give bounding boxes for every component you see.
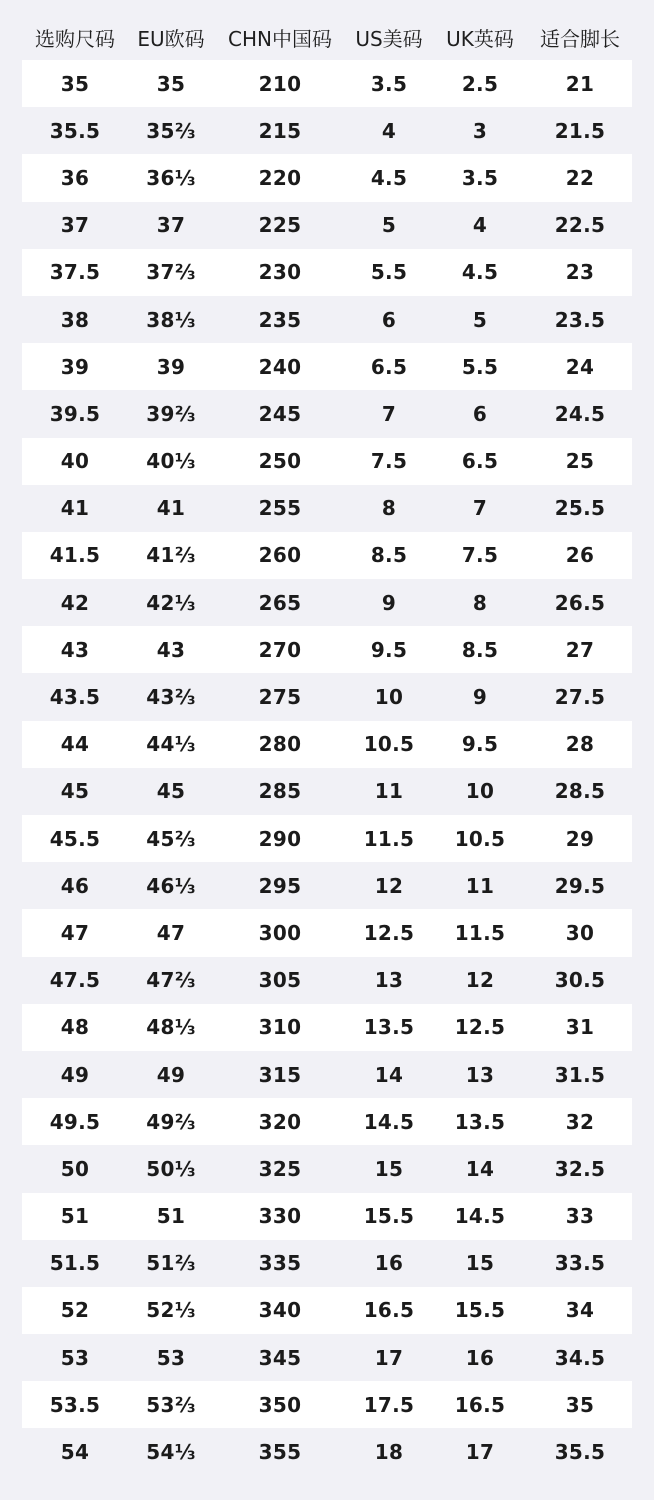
cell-chn-size: 250 bbox=[258, 449, 302, 474]
cell-chn-size: 305 bbox=[258, 968, 302, 993]
cell-eu-size: 47⅔ bbox=[146, 968, 196, 993]
cell-purchase-size: 36 bbox=[60, 165, 90, 190]
cell-us-size: 17.5 bbox=[363, 1392, 415, 1417]
cell-eu-size: 48⅓ bbox=[146, 1015, 196, 1040]
cell-uk-size: 3 bbox=[472, 118, 488, 143]
cell-us-size: 6.5 bbox=[370, 354, 408, 379]
cell-purchase-size: 49.5 bbox=[49, 1109, 101, 1134]
cell-eu-size: 54⅓ bbox=[146, 1440, 196, 1465]
cell-eu-size: 45⅔ bbox=[146, 826, 196, 851]
cell-purchase-size: 39 bbox=[60, 354, 90, 379]
cell-eu-size: 36⅓ bbox=[146, 165, 196, 190]
table-row bbox=[22, 579, 632, 626]
header-cell-eu-size: EU欧码 bbox=[137, 26, 205, 51]
cell-purchase-size: 39.5 bbox=[49, 401, 101, 426]
cell-eu-size: 43⅔ bbox=[146, 685, 196, 710]
cell-purchase-size: 47.5 bbox=[49, 968, 101, 993]
table-header bbox=[22, 14, 632, 60]
cell-chn-size: 225 bbox=[258, 213, 302, 238]
cell-purchase-size: 53.5 bbox=[49, 1392, 101, 1417]
cell-purchase-size: 43 bbox=[60, 637, 90, 662]
cell-uk-size: 17 bbox=[465, 1440, 495, 1465]
cell-purchase-size: 43.5 bbox=[49, 685, 101, 710]
cell-foot-length: 25 bbox=[565, 449, 595, 474]
cell-eu-size: 38⅓ bbox=[146, 307, 196, 332]
cell-foot-length: 31 bbox=[565, 1015, 595, 1040]
cell-foot-length: 34.5 bbox=[554, 1345, 606, 1370]
cell-us-size: 13 bbox=[374, 968, 404, 993]
cell-eu-size: 41 bbox=[156, 496, 186, 521]
cell-foot-length: 28.5 bbox=[554, 779, 606, 804]
cell-purchase-size: 44 bbox=[60, 732, 90, 757]
table-row bbox=[22, 1381, 632, 1428]
cell-chn-size: 290 bbox=[258, 826, 302, 851]
table-row bbox=[22, 296, 632, 343]
cell-foot-length: 26 bbox=[565, 543, 595, 568]
cell-foot-length: 33 bbox=[565, 1204, 595, 1229]
table-row bbox=[22, 1145, 632, 1192]
cell-uk-size: 4.5 bbox=[461, 260, 499, 285]
cell-foot-length: 21.5 bbox=[554, 118, 606, 143]
cell-chn-size: 315 bbox=[258, 1062, 302, 1087]
cell-foot-length: 30 bbox=[565, 920, 595, 945]
cell-us-size: 3.5 bbox=[370, 71, 408, 96]
cell-purchase-size: 42 bbox=[60, 590, 90, 615]
cell-purchase-size: 53 bbox=[60, 1345, 90, 1370]
cell-uk-size: 2.5 bbox=[461, 71, 499, 96]
cell-purchase-size: 35.5 bbox=[49, 118, 101, 143]
header-cell-chn-size: CHN中国码 bbox=[228, 26, 332, 51]
cell-purchase-size: 45.5 bbox=[49, 826, 101, 851]
cell-purchase-size: 35 bbox=[60, 71, 90, 96]
cell-chn-size: 300 bbox=[258, 920, 302, 945]
cell-uk-size: 13 bbox=[465, 1062, 495, 1087]
cell-uk-size: 13.5 bbox=[454, 1109, 506, 1134]
cell-purchase-size: 48 bbox=[60, 1015, 90, 1040]
table-row bbox=[22, 815, 632, 862]
table-body bbox=[22, 60, 632, 1476]
cell-uk-size: 9.5 bbox=[461, 732, 499, 757]
cell-chn-size: 265 bbox=[258, 590, 302, 615]
cell-chn-size: 240 bbox=[258, 354, 302, 379]
cell-purchase-size: 41 bbox=[60, 496, 90, 521]
table-row bbox=[22, 1004, 632, 1051]
cell-foot-length: 21 bbox=[565, 71, 595, 96]
cell-eu-size: 43 bbox=[156, 637, 186, 662]
cell-uk-size: 11.5 bbox=[454, 920, 506, 945]
cell-chn-size: 260 bbox=[258, 543, 302, 568]
cell-uk-size: 9 bbox=[472, 685, 488, 710]
cell-eu-size: 52⅓ bbox=[146, 1298, 196, 1323]
cell-chn-size: 235 bbox=[258, 307, 302, 332]
cell-eu-size: 50⅓ bbox=[146, 1156, 196, 1181]
cell-chn-size: 330 bbox=[258, 1204, 302, 1229]
cell-eu-size: 51⅔ bbox=[146, 1251, 196, 1276]
table-row bbox=[22, 438, 632, 485]
cell-us-size: 6 bbox=[381, 307, 397, 332]
header-cell-purchase-size: 选购尺码 bbox=[35, 26, 115, 51]
cell-foot-length: 23 bbox=[565, 260, 595, 285]
cell-us-size: 7.5 bbox=[370, 449, 408, 474]
cell-eu-size: 44⅓ bbox=[146, 732, 196, 757]
cell-uk-size: 8 bbox=[472, 590, 488, 615]
table-row bbox=[22, 909, 632, 956]
cell-chn-size: 320 bbox=[258, 1109, 302, 1134]
cell-uk-size: 10.5 bbox=[454, 826, 506, 851]
cell-chn-size: 295 bbox=[258, 873, 302, 898]
cell-us-size: 4 bbox=[381, 118, 397, 143]
cell-us-size: 9 bbox=[381, 590, 397, 615]
cell-us-size: 15 bbox=[374, 1156, 404, 1181]
cell-foot-length: 23.5 bbox=[554, 307, 606, 332]
cell-uk-size: 5 bbox=[472, 307, 488, 332]
cell-foot-length: 35.5 bbox=[554, 1440, 606, 1465]
cell-chn-size: 285 bbox=[258, 779, 302, 804]
cell-us-size: 7 bbox=[381, 401, 397, 426]
cell-purchase-size: 45 bbox=[60, 779, 90, 804]
cell-us-size: 10.5 bbox=[363, 732, 415, 757]
cell-us-size: 10 bbox=[374, 685, 404, 710]
cell-uk-size: 6 bbox=[472, 401, 488, 426]
cell-us-size: 9.5 bbox=[370, 637, 408, 662]
header-cell-uk-size: UK英码 bbox=[446, 26, 514, 51]
cell-uk-size: 7 bbox=[472, 496, 488, 521]
cell-eu-size: 37⅔ bbox=[146, 260, 196, 285]
cell-uk-size: 15.5 bbox=[454, 1298, 506, 1323]
table-row bbox=[22, 768, 632, 815]
cell-us-size: 8.5 bbox=[370, 543, 408, 568]
cell-uk-size: 12.5 bbox=[454, 1015, 506, 1040]
cell-chn-size: 280 bbox=[258, 732, 302, 757]
cell-purchase-size: 46 bbox=[60, 873, 90, 898]
cell-eu-size: 46⅓ bbox=[146, 873, 196, 898]
table-row bbox=[22, 1193, 632, 1240]
cell-us-size: 13.5 bbox=[363, 1015, 415, 1040]
cell-uk-size: 6.5 bbox=[461, 449, 499, 474]
cell-us-size: 12.5 bbox=[363, 920, 415, 945]
cell-foot-length: 22.5 bbox=[554, 213, 606, 238]
table-row bbox=[22, 626, 632, 673]
table-row bbox=[22, 1334, 632, 1381]
table-row bbox=[22, 107, 632, 154]
cell-uk-size: 11 bbox=[465, 873, 495, 898]
cell-us-size: 5.5 bbox=[370, 260, 408, 285]
cell-purchase-size: 41.5 bbox=[49, 543, 101, 568]
table-row bbox=[22, 862, 632, 909]
cell-uk-size: 3.5 bbox=[461, 165, 499, 190]
cell-eu-size: 45 bbox=[156, 779, 186, 804]
cell-eu-size: 42⅓ bbox=[146, 590, 196, 615]
cell-us-size: 15.5 bbox=[363, 1204, 415, 1229]
cell-eu-size: 41⅔ bbox=[146, 543, 196, 568]
cell-eu-size: 49 bbox=[156, 1062, 186, 1087]
cell-purchase-size: 40 bbox=[60, 449, 90, 474]
cell-chn-size: 270 bbox=[258, 637, 302, 662]
table-row bbox=[22, 390, 632, 437]
cell-uk-size: 14.5 bbox=[454, 1204, 506, 1229]
cell-foot-length: 24 bbox=[565, 354, 595, 379]
cell-us-size: 16.5 bbox=[363, 1298, 415, 1323]
cell-uk-size: 16 bbox=[465, 1345, 495, 1370]
cell-foot-length: 32 bbox=[565, 1109, 595, 1134]
cell-eu-size: 53 bbox=[156, 1345, 186, 1370]
cell-us-size: 5 bbox=[381, 213, 397, 238]
cell-foot-length: 24.5 bbox=[554, 401, 606, 426]
cell-eu-size: 37 bbox=[156, 213, 186, 238]
cell-foot-length: 35 bbox=[565, 1392, 595, 1417]
cell-foot-length: 33.5 bbox=[554, 1251, 606, 1276]
table-row bbox=[22, 1428, 632, 1475]
cell-chn-size: 340 bbox=[258, 1298, 302, 1323]
table-row bbox=[22, 1051, 632, 1098]
cell-eu-size: 35⅔ bbox=[146, 118, 196, 143]
cell-purchase-size: 51 bbox=[60, 1204, 90, 1229]
cell-eu-size: 35 bbox=[156, 71, 186, 96]
cell-purchase-size: 54 bbox=[60, 1440, 90, 1465]
cell-us-size: 17 bbox=[374, 1345, 404, 1370]
cell-chn-size: 310 bbox=[258, 1015, 302, 1040]
cell-eu-size: 40⅓ bbox=[146, 449, 196, 474]
cell-purchase-size: 51.5 bbox=[49, 1251, 101, 1276]
cell-purchase-size: 52 bbox=[60, 1298, 90, 1323]
cell-uk-size: 7.5 bbox=[461, 543, 499, 568]
cell-chn-size: 210 bbox=[258, 71, 302, 96]
cell-chn-size: 345 bbox=[258, 1345, 302, 1370]
table-row bbox=[22, 154, 632, 201]
table-row bbox=[22, 202, 632, 249]
table-row bbox=[22, 485, 632, 532]
cell-foot-length: 29 bbox=[565, 826, 595, 851]
cell-foot-length: 28 bbox=[565, 732, 595, 757]
cell-us-size: 14 bbox=[374, 1062, 404, 1087]
cell-foot-length: 30.5 bbox=[554, 968, 606, 993]
table-row bbox=[22, 1287, 632, 1334]
cell-foot-length: 26.5 bbox=[554, 590, 606, 615]
cell-uk-size: 4 bbox=[472, 213, 488, 238]
table-row bbox=[22, 673, 632, 720]
cell-us-size: 11.5 bbox=[363, 826, 415, 851]
cell-eu-size: 51 bbox=[156, 1204, 186, 1229]
cell-foot-length: 32.5 bbox=[554, 1156, 606, 1181]
table-row bbox=[22, 1240, 632, 1287]
cell-chn-size: 215 bbox=[258, 118, 302, 143]
table-row bbox=[22, 721, 632, 768]
cell-foot-length: 27.5 bbox=[554, 685, 606, 710]
cell-eu-size: 39⅔ bbox=[146, 401, 196, 426]
cell-chn-size: 220 bbox=[258, 165, 302, 190]
header-cell-us-size: US美码 bbox=[355, 26, 423, 51]
cell-us-size: 14.5 bbox=[363, 1109, 415, 1134]
cell-uk-size: 5.5 bbox=[461, 354, 499, 379]
cell-uk-size: 12 bbox=[465, 968, 495, 993]
cell-us-size: 11 bbox=[374, 779, 404, 804]
cell-us-size: 18 bbox=[374, 1440, 404, 1465]
cell-us-size: 16 bbox=[374, 1251, 404, 1276]
table-row bbox=[22, 957, 632, 1004]
table-row bbox=[22, 1098, 632, 1145]
cell-us-size: 12 bbox=[374, 873, 404, 898]
cell-purchase-size: 47 bbox=[60, 920, 90, 945]
cell-foot-length: 31.5 bbox=[554, 1062, 606, 1087]
cell-chn-size: 245 bbox=[258, 401, 302, 426]
cell-chn-size: 255 bbox=[258, 496, 302, 521]
cell-chn-size: 275 bbox=[258, 685, 302, 710]
cell-uk-size: 10 bbox=[465, 779, 495, 804]
cell-chn-size: 325 bbox=[258, 1156, 302, 1181]
cell-foot-length: 34 bbox=[565, 1298, 595, 1323]
cell-chn-size: 350 bbox=[258, 1392, 302, 1417]
cell-chn-size: 355 bbox=[258, 1440, 302, 1465]
cell-uk-size: 16.5 bbox=[454, 1392, 506, 1417]
header-cell-foot-length: 适合脚长 bbox=[540, 26, 620, 51]
cell-foot-length: 22 bbox=[565, 165, 595, 190]
cell-purchase-size: 37 bbox=[60, 213, 90, 238]
table-row bbox=[22, 249, 632, 296]
cell-eu-size: 53⅔ bbox=[146, 1392, 196, 1417]
cell-purchase-size: 37.5 bbox=[49, 260, 101, 285]
cell-foot-length: 27 bbox=[565, 637, 595, 662]
cell-purchase-size: 49 bbox=[60, 1062, 90, 1087]
cell-us-size: 4.5 bbox=[370, 165, 408, 190]
cell-eu-size: 47 bbox=[156, 920, 186, 945]
cell-eu-size: 49⅔ bbox=[146, 1109, 196, 1134]
cell-foot-length: 29.5 bbox=[554, 873, 606, 898]
cell-uk-size: 8.5 bbox=[461, 637, 499, 662]
cell-purchase-size: 38 bbox=[60, 307, 90, 332]
table-row bbox=[22, 532, 632, 579]
table-row bbox=[22, 60, 632, 107]
cell-chn-size: 335 bbox=[258, 1251, 302, 1276]
cell-uk-size: 14 bbox=[465, 1156, 495, 1181]
cell-purchase-size: 50 bbox=[60, 1156, 90, 1181]
cell-uk-size: 15 bbox=[465, 1251, 495, 1276]
cell-chn-size: 230 bbox=[258, 260, 302, 285]
cell-foot-length: 25.5 bbox=[554, 496, 606, 521]
table-row bbox=[22, 343, 632, 390]
cell-eu-size: 39 bbox=[156, 354, 186, 379]
cell-us-size: 8 bbox=[381, 496, 397, 521]
